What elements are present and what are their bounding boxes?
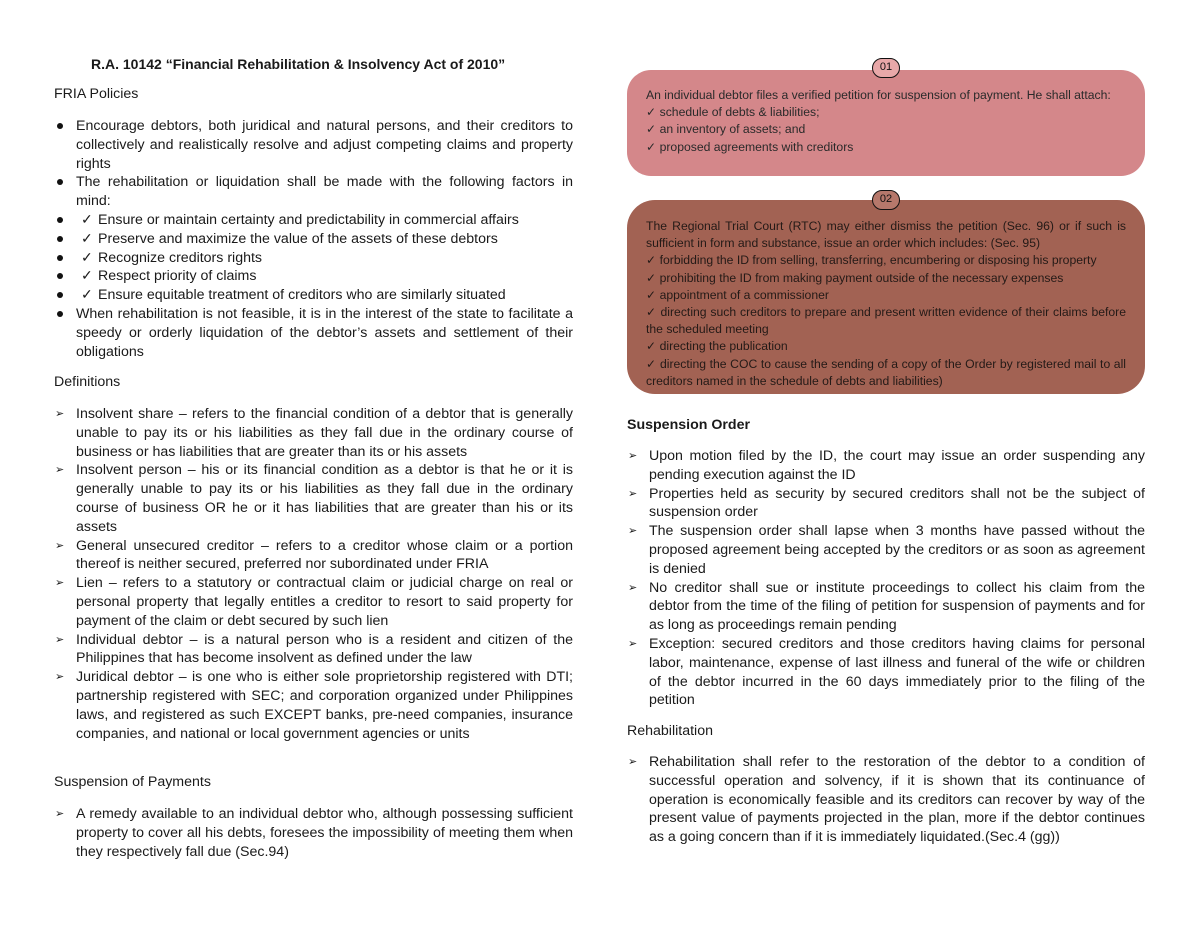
definition-item: ➢ Lien – refers to a statutory or contractual claim or judicial charge on real or personal property that legally entitles a creditor to resort to said property for payment of the claim or debt secured by such lien — [55, 575, 573, 629]
rehabilitation-item: ➢ Rehabilitation shall refer to the restoration of the debtor to a condition of successful operation and solvency, if it is shown that its continuance of operation is economically feasible and its creditors can recover by way of the present value of payments projected in the plan, more if the debtor continues as a going concern than if it is immediately liquidated.(Sec.4 (gg)) — [628, 754, 1145, 846]
arrow-bullet-icon: ➢ — [55, 464, 65, 477]
definition-item: ➢ Insolvent share – refers to the financial condition of a debtor that is generally unable to pay its or his liabilities as they fall due in the ordinary course of business or has liabilities that are greater than its or his assets — [55, 406, 573, 460]
document-title: R.A. 10142 “Financial Rehabilitation & Insolvency Act of 2010” — [91, 56, 506, 72]
suspension-order-item: ➢ The suspension order shall lapse when 3 months have passed without the proposed agreement being accepted by the creditors or as soon as agreement is denied — [628, 523, 1145, 577]
policy-factor: ✓ Respect priority of claims — [54, 267, 573, 286]
policy-bullet: When rehabilitation is not feasible, it is in the interest of the state to facilitate a speedy or orderly liquidation of the debtor’s assets and settlement of their obligations — [54, 305, 573, 361]
suspension-order-heading: Suspension Order — [627, 417, 750, 433]
arrow-bullet-icon: ➢ — [628, 581, 638, 594]
policy-factor: ✓ Recognize creditors rights — [54, 249, 573, 268]
arrow-bullet-icon: ➢ — [55, 577, 65, 590]
policy-factor: ✓ Ensure equitable treatment of creditors who are similarly situated — [54, 286, 573, 305]
definition-item: ➢ Juridical debtor – is one who is either sole proprietorship registered with DTI; partnership registered with SEC; and corporation organized under Philippines laws, and registered as such EXCEPT banks, pre-need companies, insurance companies, and national or local government agencies or units — [55, 669, 573, 742]
definition-item: ➢ Insolvent person – his or its financial condition as a debtor is that he or it is generally unable to pay its or his liabilities as they fall due in the ordinary course of business OR he or it has liabilities that are greater than his or its assets — [55, 462, 573, 535]
arrow-bullet-icon: ➢ — [55, 808, 65, 820]
step-02-box — [627, 200, 1145, 394]
arrow-bullet-icon: ➢ — [55, 408, 65, 420]
step-02-badge: 02 — [872, 190, 900, 210]
arrow-bullet-icon: ➢ — [628, 525, 638, 538]
definitions-list — [54, 405, 573, 743]
arrow-bullet-icon: ➢ — [628, 637, 638, 650]
step-02-line: ✓ forbidding the ID from selling, transferring, encumbering or disposing his property — [646, 253, 1097, 268]
suspension-order-item: ➢ No creditor shall sue or institute proceedings to collect his claim from the debtor from the time of the filing of petition for suspension of payments and for as long as proceedings remain pending — [628, 579, 1145, 634]
step-02-line: ✓ directing such creditors to prepare and present written evidence of their claims before the scheduled meeting — [646, 305, 1126, 337]
step-01-line: ✓ schedule of debts & liabilities; — [646, 105, 820, 120]
fria-policies-list — [54, 117, 573, 361]
check-icon: ✓ — [81, 287, 93, 304]
arrow-bullet-icon: ➢ — [628, 450, 638, 462]
policy-factor: ✓ Preserve and maximize the value of the assets of these debtors — [54, 230, 573, 249]
fria-policies-heading: FRIA Policies — [54, 86, 139, 102]
definitions-heading: Definitions — [54, 374, 121, 390]
policy-bullet: Encourage debtors, both juridical and natural persons, and their creditors to collectively and realistically resolve and adjust competing claims and property rights — [54, 117, 573, 173]
step-01-text: An individual debtor files a verified petition for suspension of payment. He shall attach: — [646, 88, 1111, 102]
step-01-badge: 01 — [872, 58, 900, 78]
arrow-bullet-icon: ➢ — [628, 487, 638, 500]
suspension-of-payments-item: ➢ A remedy available to an individual debtor who, although possessing sufficient property to cover all his debts, foresees the impossibility of meeting them when they respectively fall due (Sec.94) — [55, 806, 573, 860]
check-icon: ✓ — [81, 268, 93, 285]
step-02-line: ✓ directing the publication — [646, 339, 788, 354]
arrow-bullet-icon: ➢ — [55, 671, 65, 684]
check-icon: ✓ — [81, 230, 93, 247]
arrow-bullet-icon: ➢ — [55, 539, 65, 552]
step-01-line: ✓ proposed agreements with creditors — [646, 139, 854, 154]
policy-factor: ✓ Ensure or maintain certainty and predictability in commercial affairs — [54, 211, 573, 230]
suspension-order-list — [627, 447, 1145, 710]
check-icon: ✓ — [81, 211, 93, 228]
suspension-of-payments-heading: Suspension of Payments — [54, 774, 211, 790]
definition-item: ➢ General unsecured creditor – refers to a creditor whose claim or a portion thereof is neither secured, preferred nor subordinated under FRIA — [55, 537, 573, 573]
suspension-of-payments-list — [54, 805, 573, 861]
rehabilitation-list — [627, 753, 1145, 847]
step-02-line: ✓ prohibiting the ID from making payment outside of the necessary expenses — [646, 270, 1064, 285]
step-01-line: ✓ an inventory of assets; and — [646, 122, 806, 137]
suspension-order-item: ➢ Upon motion filed by the ID, the court may issue an order suspending any pending execution against the ID — [628, 448, 1145, 483]
policy-factors-list — [54, 211, 573, 305]
step-01-box — [627, 70, 1145, 176]
definition-item: ➢ Individual debtor – is a natural person who is a resident and citizen of the Philippines that has become insolvent as defined under the law — [55, 631, 573, 667]
arrow-bullet-icon: ➢ — [628, 756, 638, 768]
rehabilitation-heading: Rehabilitation — [627, 723, 713, 739]
suspension-order-item: ➢ Exception: secured creditors and those creditors having claims for personal labor, maintenance, expense of last illness and funeral of the wife or children of the debtor incurred in the 60 days immediately prior to the filing of the petition — [628, 635, 1145, 709]
suspension-order-item: ➢ Properties held as security by secured creditors shall not be the subject of suspension order — [628, 485, 1145, 521]
check-icon: ✓ — [81, 249, 93, 266]
step-02-line: ✓ directing the COC to cause the sending of a copy of the Order by registered mail to all creditors named in the schedule of debts and liabilities) — [646, 356, 1126, 388]
arrow-bullet-icon: ➢ — [55, 633, 65, 646]
policy-bullet-text: The rehabilitation or liquidation shall be made with the following factors in mind: — [76, 174, 573, 210]
step-02-text: The Regional Trial Court (RTC) may either dismiss the petition (Sec. 96) or if such is sufficient in form and substance, issue an order which includes: (Sec. 95) — [646, 219, 1126, 251]
policy-bullet — [54, 173, 573, 305]
step-02-line: ✓ appointment of a commissioner — [646, 287, 829, 302]
